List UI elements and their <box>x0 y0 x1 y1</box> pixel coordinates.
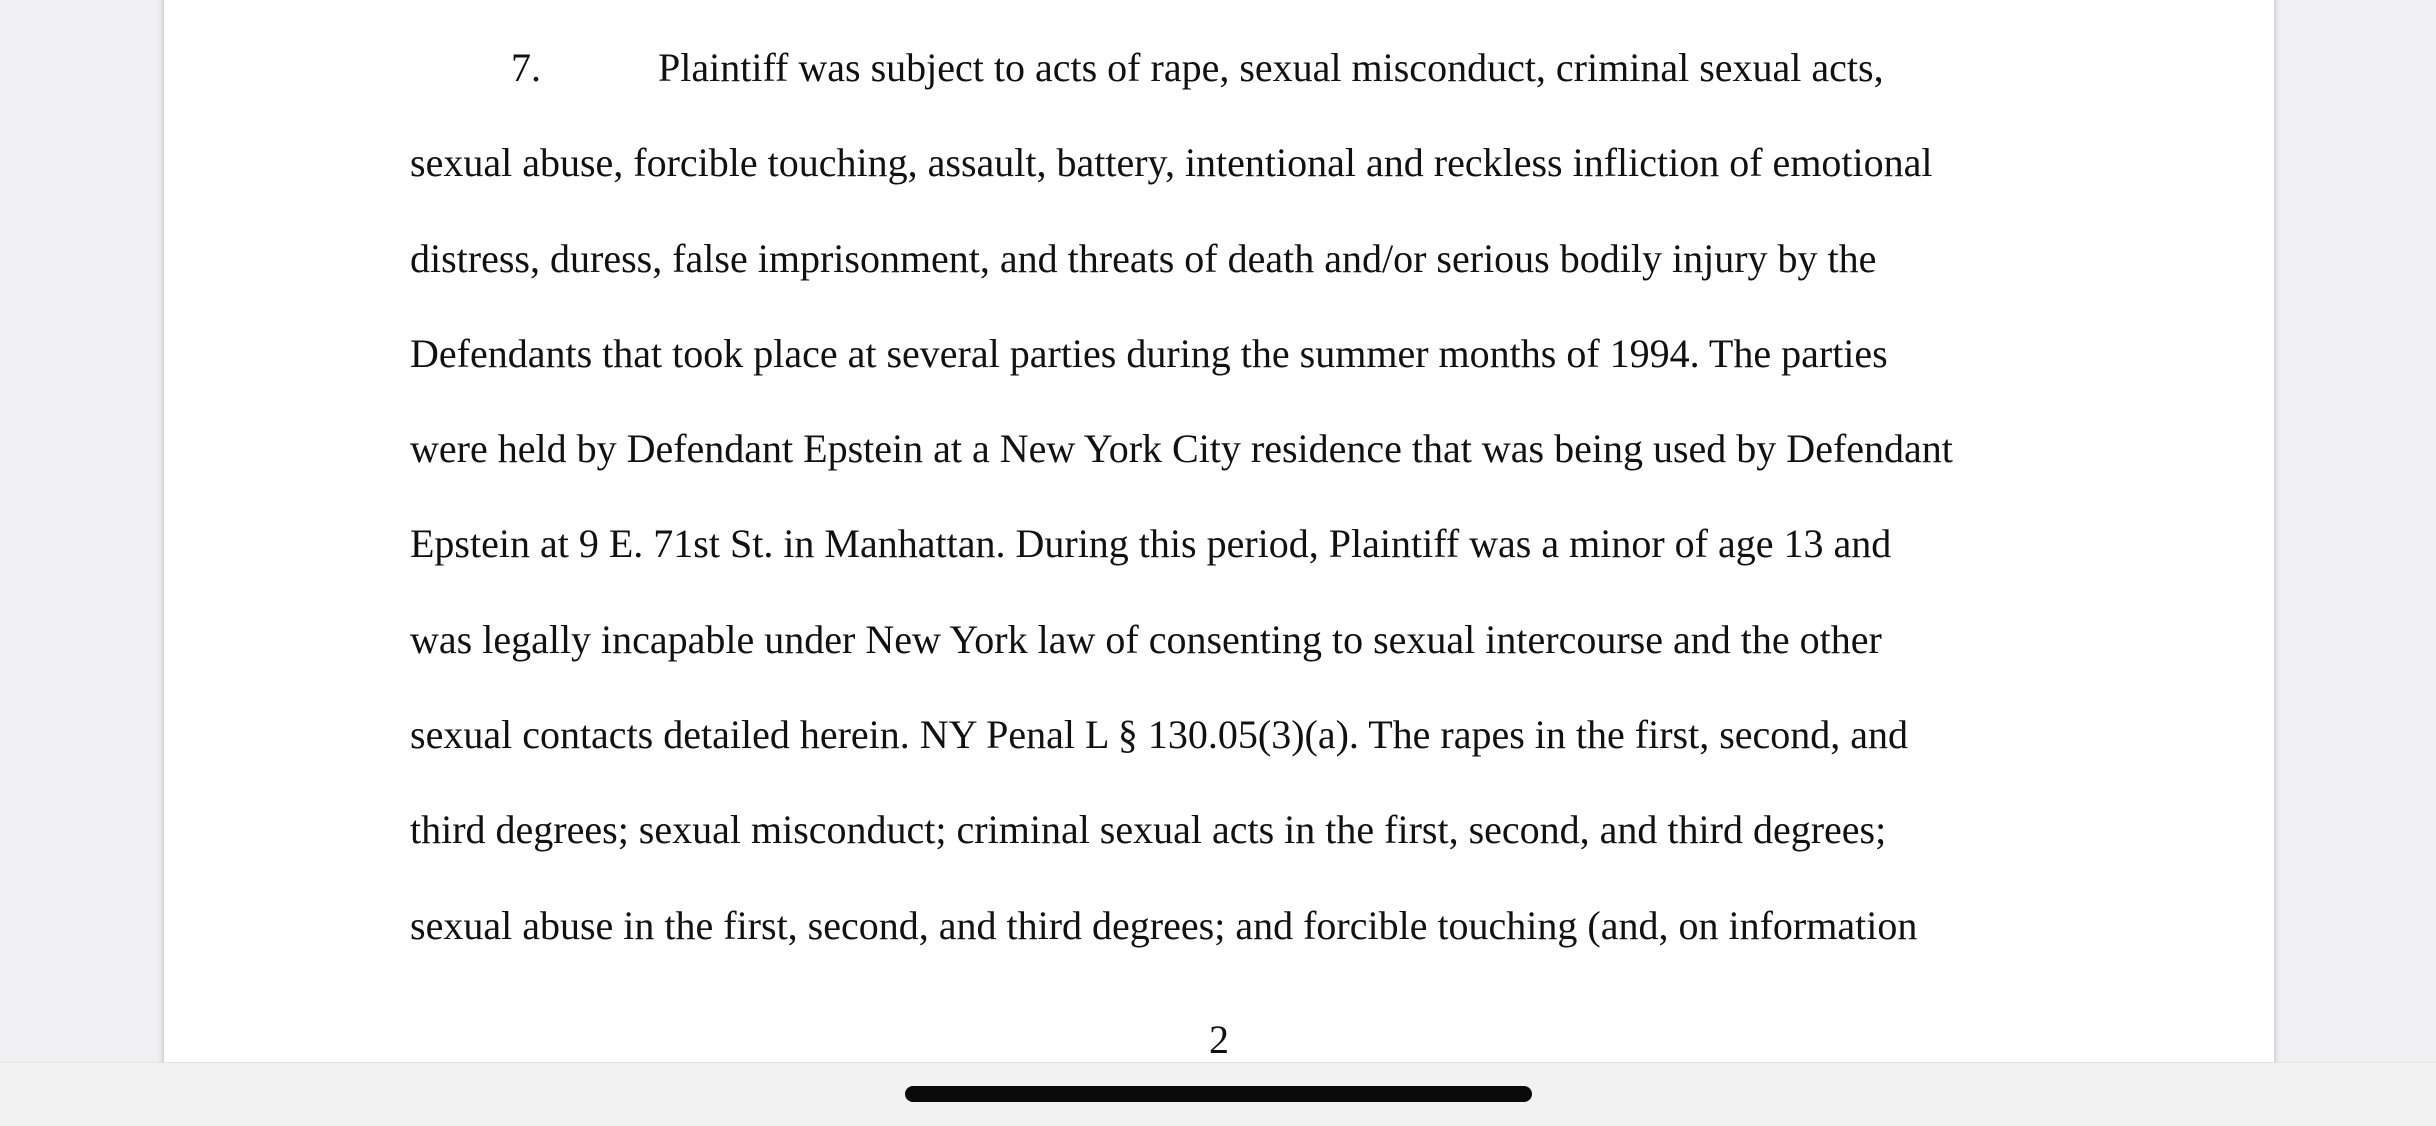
text-line-1 <box>410 20 2050 115</box>
text-line-8: sexual contacts detailed herein. NY Penal L § 130.05(3)(a). The rapes in the first, second, and <box>410 712 1909 758</box>
text-line-9: third degrees; sexual misconduct; criminal sexual acts in the first, second, and third degrees; <box>410 807 1887 853</box>
text-line-5: were held by Defendant Epstein at a New York City residence that was being used by Defendant <box>410 426 1953 472</box>
paragraph-7 <box>410 20 2050 973</box>
paragraph-number: 7. <box>511 45 541 90</box>
document-page <box>164 0 2274 1062</box>
text-line-2: sexual abuse, forcible touching, assault, battery, intentional and reckless infliction of emotional <box>410 140 1933 186</box>
text-line-6: Epstein at 9 E. 71st St. in Manhattan. During this period, Plaintiff was a minor of age 13 and <box>410 521 1892 567</box>
text-line-4: Defendants that took place at several parties during the summer months of 1994. The parties <box>410 330 1888 376</box>
home-indicator[interactable] <box>905 1086 1532 1102</box>
page-number: 2 <box>1209 1017 1229 1062</box>
text-line-10: sexual abuse in the first, second, and third degrees; and forcible touching (and, on information <box>410 902 1918 948</box>
text-line-1-content: Plaintiff was subject to acts of rape, sexual misconduct, criminal sexual acts, <box>658 45 1884 90</box>
text-line-7: was legally incapable under New York law of consenting to sexual intercourse and the other <box>410 616 1882 662</box>
text-line-3: distress, duress, false imprisonment, and threats of death and/or serious bodily injury by the <box>410 235 1877 281</box>
